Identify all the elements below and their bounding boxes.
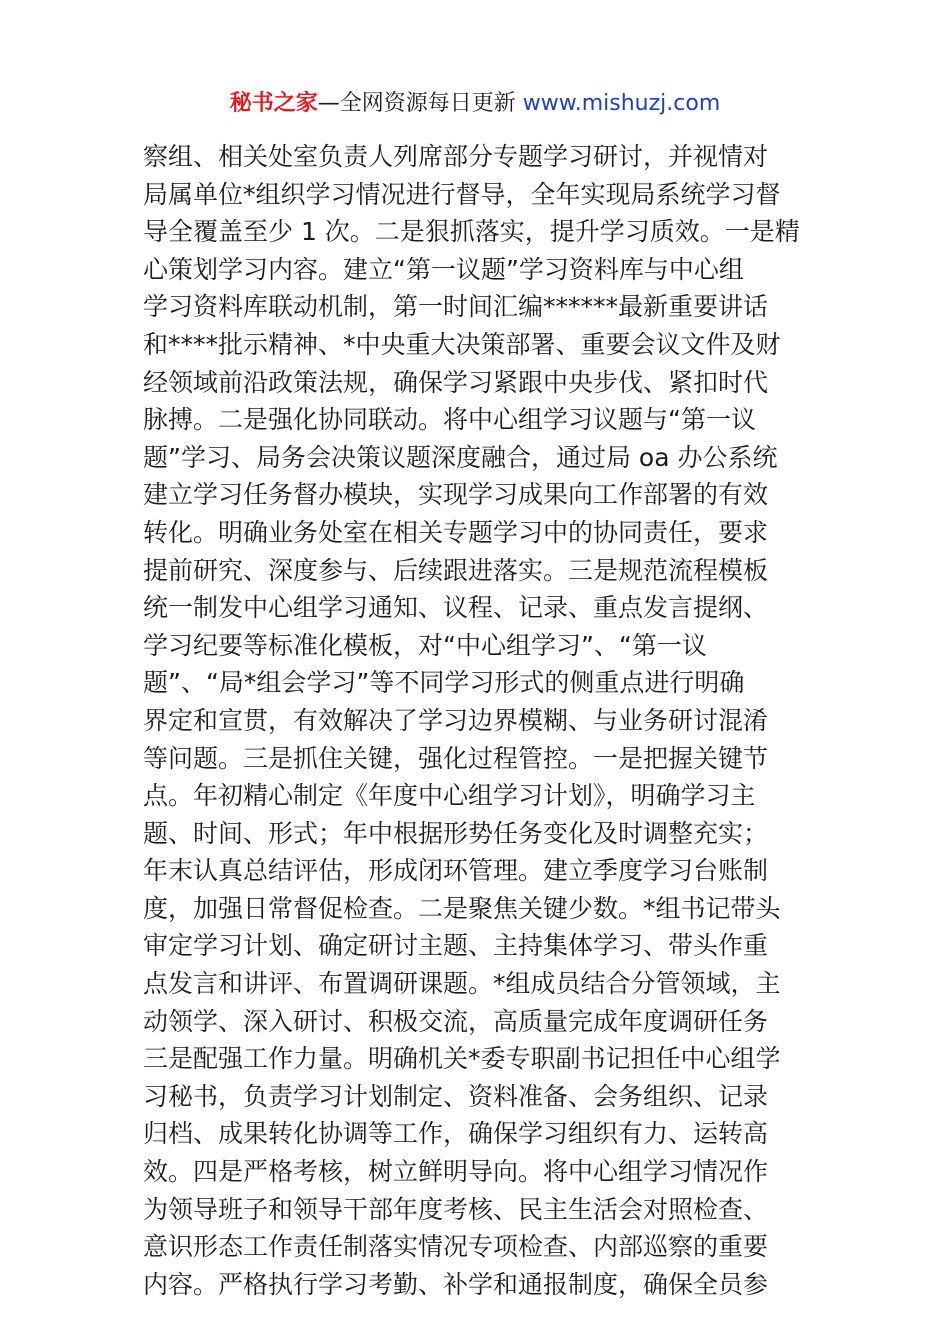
body-line: 等问题。三是抓住关键，强化过程管控。一是把握关键节 (143, 743, 769, 773)
body-line: 和****批示精神、*中央重大决策部署、重要会议文件及财 (143, 329, 781, 359)
document-body (143, 138, 813, 1303)
body-line: 点发言和讲评、布置调研课题。*组成员结合分管领域，主 (143, 969, 781, 999)
body-line: 审定学习计划、确定研讨主题、主持集体学习、带头作重 (143, 931, 769, 961)
header-separator: — (317, 91, 340, 116)
body-line: 学习资料库联动机制，第一时间汇编******最新重要讲话 (143, 292, 769, 322)
body-line: 建立学习任务督办模块，实现学习成果向工作部署的有效 (143, 480, 769, 510)
body-line: 意识形态工作责任制落实情况专项检查、内部巡察的重要 (143, 1232, 769, 1262)
site-header (0, 88, 950, 120)
body-line: 效。四是严格考核，树立鲜明导向。将中心组学习情况作 (143, 1157, 769, 1187)
body-line: 学习纪要等标准化模板，对“中心组学习”、“第一议 (143, 630, 707, 660)
body-line: 转化。明确业务处室在相关专题学习中的协同责任，要求 (143, 517, 769, 547)
body-line: 心策划学习内容。建立“第一议题”学习资料库与中心组 (143, 254, 744, 284)
body-line: 年末认真总结评估，形成闭环管理。建立季度学习台账制 (143, 856, 769, 886)
body-line: 局属单位*组织学习情况进行督导，全年实现局系统学习督 (143, 179, 781, 209)
body-line: 经领域前沿政策法规，确保学习紧跟中央步伐、紧扣时代 (143, 367, 769, 397)
body-line: 动领学、深入研讨、积极交流，高质量完成年度调研任务 (143, 1006, 769, 1036)
body-line: 察组、相关处室负责人列席部分专题学习研讨，并视情对 (143, 142, 769, 171)
body-line: 内容。严格执行学习考勤、补学和通报制度，确保全员参 (143, 1269, 769, 1299)
brand-name: 秘书之家 (229, 91, 318, 116)
body-line: 题”学习、局务会决策议题深度融合，通过局 oa 办公系统 (143, 442, 778, 472)
body-line: 题、时间、形式；年中根据形势任务变化及时调整充实； (143, 818, 769, 848)
body-line: 界定和宣贯，有效解决了学习边界模糊、与业务研讨混淆 (143, 705, 769, 735)
body-line: 度，加强日常督促检查。二是聚焦关键少数。*组书记带头 (143, 893, 781, 923)
site-url-link[interactable]: www.mishuzj.com (522, 91, 721, 116)
body-line: 习秘书，负责学习计划制定、资料准备、会务组织、记录 (143, 1081, 769, 1111)
body-line: 题”、“局*组会学习”等不同学习形式的侧重点进行明确 (143, 668, 745, 698)
body-line: 导全覆盖至少 1 次。二是狠抓落实，提升学习质效。一是精 (143, 217, 800, 247)
body-line: 统一制发中心组学习通知、议程、记录、重点发言提纲、 (143, 593, 769, 623)
header-tagline: 全网资源每日更新 (339, 91, 523, 116)
body-line: 脉搏。二是强化协同联动。将中心组学习议题与“第一议 (143, 405, 756, 435)
body-line: 三是配强工作力量。明确机关*委专职副书记担任中心组学 (143, 1044, 781, 1074)
body-line: 提前研究、深度参与、后续跟进落实。三是规范流程模板 (143, 555, 769, 585)
body-line: 点。年初精心制定《年度中心组学习计划》，明确学习主 (143, 781, 756, 811)
body-line: 为领导班子和领导干部年度考核、民主生活会对照检查、 (143, 1194, 769, 1224)
body-line: 归档、成果转化协调等工作，确保学习组织有力、运转高 (143, 1119, 769, 1149)
